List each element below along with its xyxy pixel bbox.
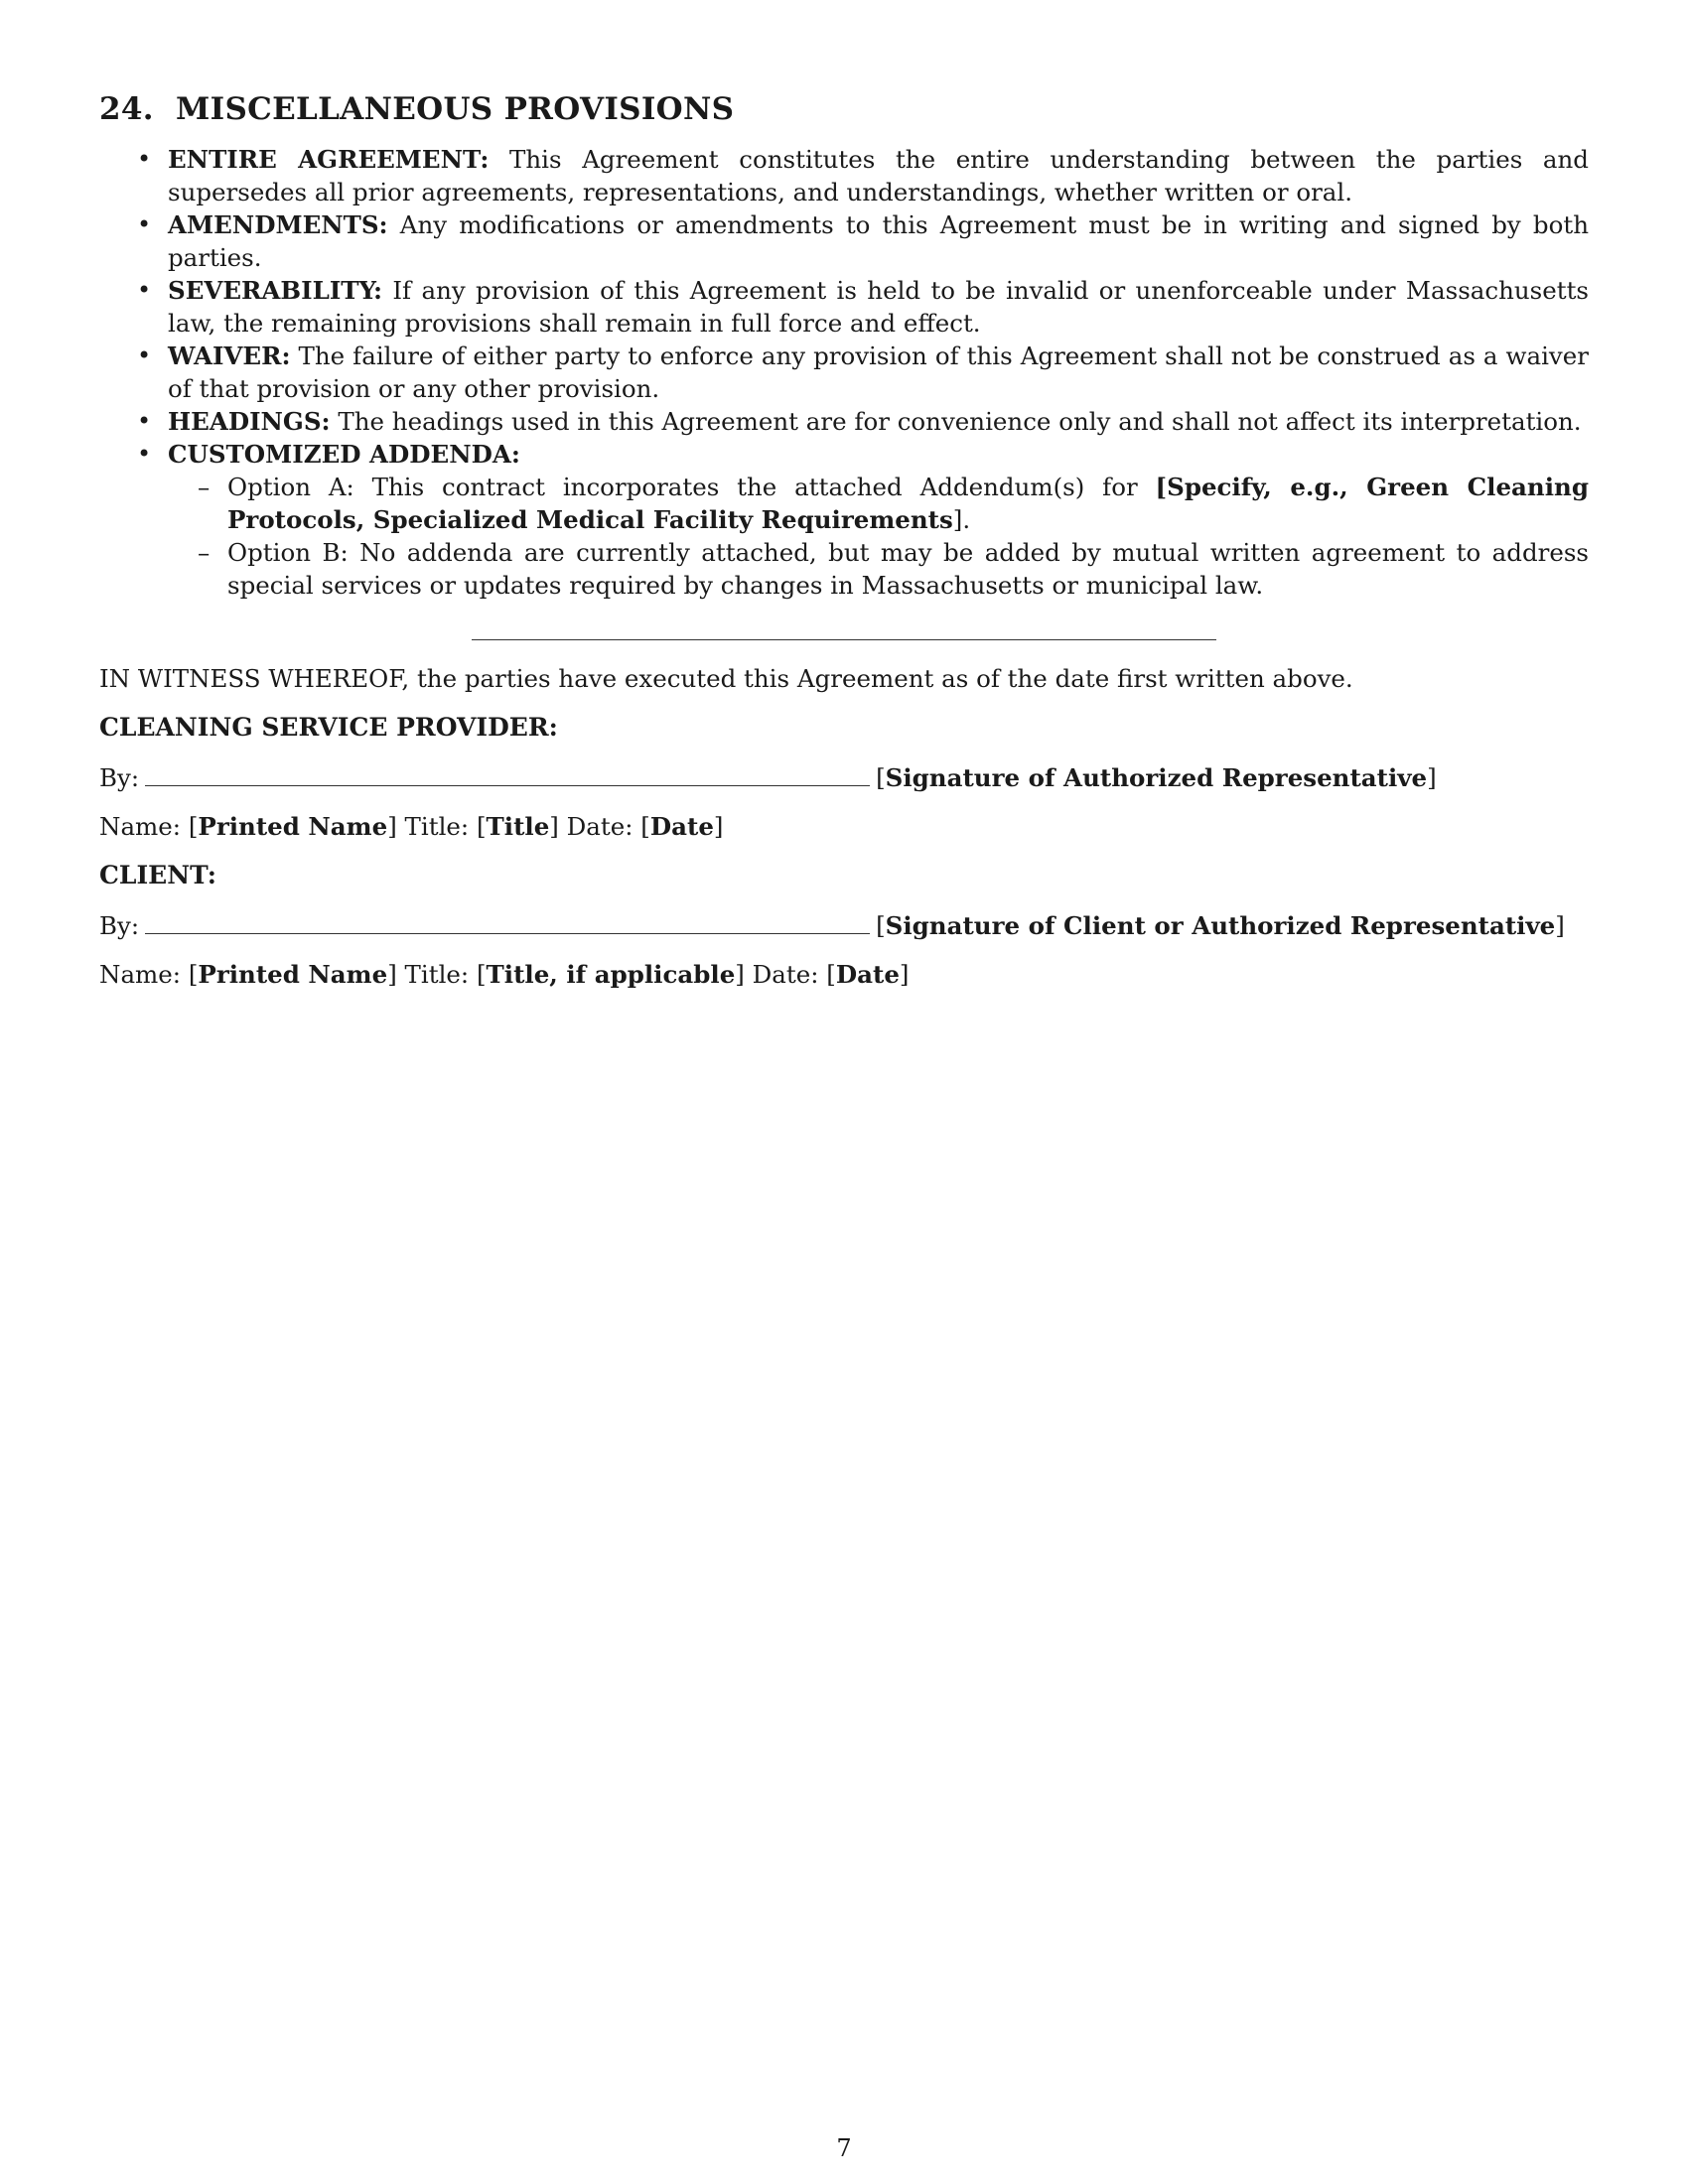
title-label: Title: xyxy=(404,812,470,841)
provision-headings xyxy=(99,405,1589,438)
provision-text: The failure of either party to enforce any provision of this Agreement shall not be construed as a waiver of that provision or any other provision. xyxy=(168,341,1589,403)
horizontal-divider xyxy=(472,639,1216,640)
addendum-option-b xyxy=(168,536,1589,602)
title-placeholder: Title, if applicable xyxy=(486,960,736,989)
provisions-list xyxy=(99,143,1589,602)
section-heading xyxy=(99,91,1589,127)
section-title: MISCELLANEOUS PROVISIONS xyxy=(176,91,735,127)
signature-field[interactable] xyxy=(145,765,870,786)
provision-text: If any provision of this Agreement is held to be invalid or unenforceable under Massachusetts law, the remaining provisions shall remain in full force and effect. xyxy=(168,276,1589,338)
provision-waiver xyxy=(99,340,1589,405)
provider-heading: CLEANING SERVICE PROVIDER: xyxy=(99,713,558,742)
witness-clause: IN WITNESS WHEREOF, the parties have executed this Agreement as of the date first written above. xyxy=(99,664,1353,693)
provision-customized-addenda xyxy=(99,438,1589,602)
addendum-option-a xyxy=(168,471,1589,536)
option-b-text: Option B: No addenda are currently attached, but may be added by mutual written agreement to address special services or updates required by changes in Massachusetts or municipal law. xyxy=(227,538,1589,600)
title-placeholder: Title xyxy=(486,812,550,841)
provision-text: Any modifications or amendments to this Agreement must be in writing and signed by both parties. xyxy=(168,210,1589,272)
by-label: By: xyxy=(99,763,140,792)
title-label: Title: xyxy=(404,960,470,989)
date-label: Date: xyxy=(752,960,819,989)
provision-amendments xyxy=(99,208,1589,274)
provision-term: WAIVER: xyxy=(168,341,291,370)
bracket-close: ]. xyxy=(952,505,971,534)
provision-entire-agreement xyxy=(99,143,1589,208)
provision-text: The headings used in this Agreement are for convenience only and shall not affect its interpretation. xyxy=(330,407,1582,436)
option-a-text: Option A: This contract incorporates the attached Addendum(s) for xyxy=(227,473,1156,501)
name-label: Name: xyxy=(99,812,182,841)
provision-severability xyxy=(99,274,1589,340)
addenda-options xyxy=(168,471,1589,602)
name-placeholder: Printed Name xyxy=(198,812,388,841)
name-placeholder: Printed Name xyxy=(198,960,388,989)
by-label: By: xyxy=(99,911,140,940)
client-name-line: Name: [Printed Name] Title: [Title, if applicable] Date: [Date] xyxy=(99,960,910,989)
signature-field[interactable] xyxy=(145,913,870,934)
name-label: Name: xyxy=(99,960,182,989)
provision-term: HEADINGS: xyxy=(168,407,331,436)
section-number: 24. xyxy=(99,91,154,127)
provision-term: ENTIRE AGREEMENT: xyxy=(168,145,490,174)
signature-placeholder: Signature of Client or Authorized Representative xyxy=(885,911,1556,940)
provider-name-line: Name: [Printed Name] Title: [Title] Date: [Date] xyxy=(99,812,724,841)
provision-text: This Agreement constitutes the entire understanding between the parties and supersedes all prior agreements, representations, and understandings, whether written or oral. xyxy=(168,145,1589,206)
bracket-open: [ xyxy=(1155,473,1168,501)
provision-term: CUSTOMIZED ADDENDA: xyxy=(168,440,520,469)
provision-term: SEVERABILITY: xyxy=(168,276,383,305)
document-page xyxy=(99,91,1589,991)
page-number: 7 xyxy=(836,2134,852,2162)
provision-term: AMENDMENTS: xyxy=(168,210,388,239)
option-a-placeholder: Specify, e.g., Green Cleaning Protocols, Specialized Medical Facility Requirements xyxy=(227,473,1589,534)
provider-signature-line: By: [Signature of Authorized Representative] xyxy=(99,763,1437,792)
client-signature-line: By: [Signature of Client or Authorized Representative] xyxy=(99,911,1565,940)
date-placeholder: Date xyxy=(835,960,900,989)
date-label: Date: xyxy=(566,812,633,841)
signature-placeholder: Signature of Authorized Representative xyxy=(885,763,1428,792)
client-heading: CLIENT: xyxy=(99,861,217,889)
date-placeholder: Date xyxy=(649,812,714,841)
